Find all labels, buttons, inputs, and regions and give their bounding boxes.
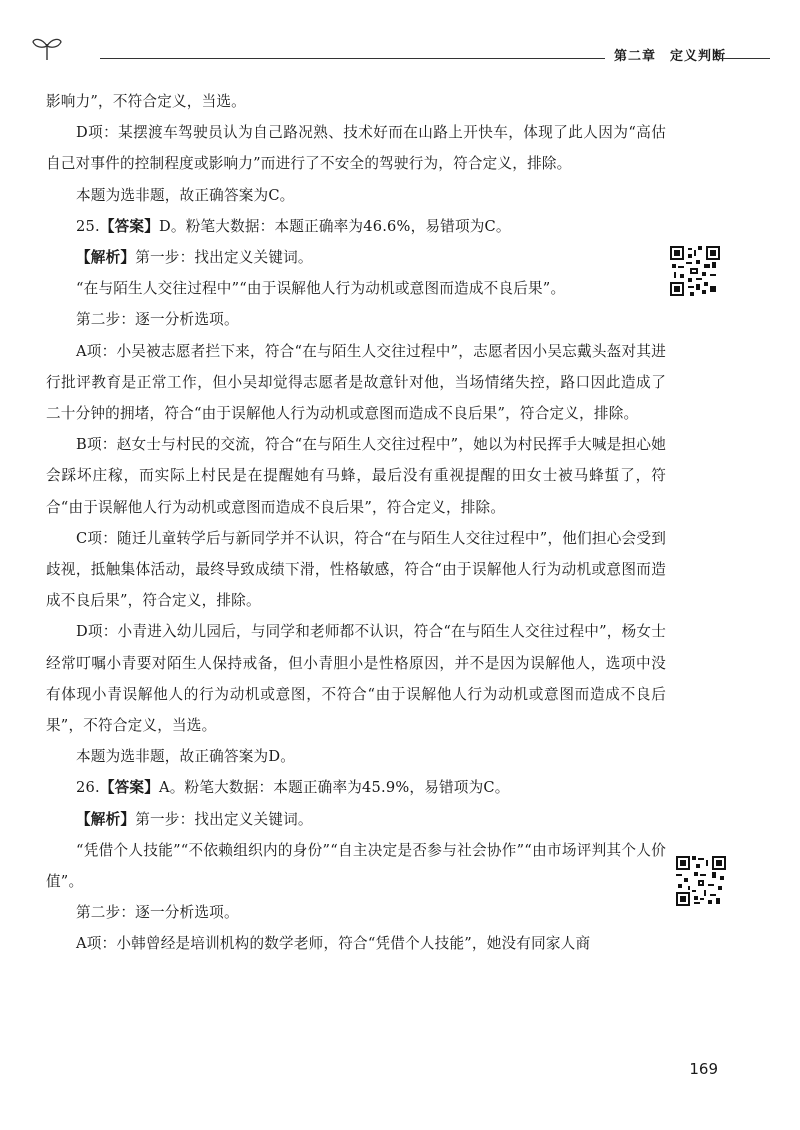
analysis-tag: 【解析】 <box>76 249 136 267</box>
answer-tag: 【答案】 <box>99 217 159 235</box>
chapter-title: 第二章 定义判断 <box>614 49 727 64</box>
paragraph: 本题为选非题，故正确答案为C。 <box>76 186 295 204</box>
paragraph: B项：赵女士与村民的交流，符合“在与陌生人交往过程中”，她以为村民挥手大喊是担心她会踩坏庄稼，而实际上村民是在提醒她有马蜂，最后没有重视提醒的田女士被马蜂蜇了，符合“由于误解他人行为动机或意图而造成不良后果”，符合定义，排除。 <box>46 436 666 516</box>
sprout-icon <box>30 34 64 62</box>
header-rule-right <box>720 58 770 59</box>
analysis-line: 【解析】第一步：找出定义关键词。 <box>76 810 313 828</box>
page-body <box>46 86 666 960</box>
answer-tag: 【答案】 <box>99 779 159 797</box>
paragraph: 第二步：逐一分析选项。 <box>76 311 239 329</box>
paragraph: 本题为选非题，故正确答案为D。 <box>76 748 296 766</box>
paragraph: C项：随迁儿童转学后与新同学并不认识，符合“在与陌生人交往过程中”，他们担心会受到歧视，抵触集体活动，最终导致成绩下滑，性格敏感，符合“由于误解他人行为动机或意图而造成不良后果”，符合定义，排除。 <box>46 529 666 610</box>
header-rule-left <box>100 58 605 59</box>
paragraph: D项：小青进入幼儿园后，与同学和老师都不认识，符合“在与陌生人交往过程中”，杨女士经常叮嘱小青要对陌生人保持戒备，但小青胆小是性格原因，并不是因为误解他人，选项中没有体现小青误解他人的行为动机或意图，不符合“由于误解他人行为动机或意图而造成不良后果”，不符合定义，当选。 <box>46 623 666 735</box>
paragraph: 第二步：逐一分析选项。 <box>76 904 239 922</box>
paragraph: “凭借个人技能”“不依赖组织内的身份”“自主决定是否参与社会协作”“由市场评判其个人价值”。 <box>46 841 666 891</box>
paragraph: A项：小吴被志愿者拦下来，符合“在与陌生人交往过程中”，志愿者因小吴忘戴头盔对其进行批评教育是正常工作，但小吴却觉得志愿者是故意针对他，当场情绪失控，路口因此造成了二十分钟的拥堵，符合“由于误解他人行为动机或意图而造成不良后果”，符合定义，排除。 <box>46 342 666 423</box>
answer-line: 26.【答案】A。粉笔大数据：本题正确率为45.9%，易错项为C。 <box>76 779 510 797</box>
analysis-tag: 【解析】 <box>76 810 136 828</box>
running-header <box>30 30 770 70</box>
qr-code-icon[interactable] <box>676 856 726 906</box>
paragraph: A项：小韩曾经是培训机构的数学老师，符合“凭借个人技能”，她没有同家人商 <box>76 935 591 953</box>
analysis-line: 【解析】第一步：找出定义关键词。 <box>76 249 313 267</box>
qr-code-icon[interactable] <box>670 246 720 296</box>
paragraph: 影响力”，不符合定义，当选。 <box>46 93 246 110</box>
paragraph: “在与陌生人交往过程中”“由于误解他人行为动机或意图而造成不良后果”。 <box>76 280 566 298</box>
answer-line: 25.【答案】D。粉笔大数据：本题正确率为46.6%，易错项为C。 <box>76 217 511 235</box>
page-number: 169 <box>689 1060 718 1078</box>
paragraph: D项：某摆渡车驾驶员认为自己路况熟、技术好而在山路上开快车，体现了此人因为“高估自己对事件的控制程度或影响力”而进行了不安全的驾驶行为，符合定义，排除。 <box>46 124 666 173</box>
